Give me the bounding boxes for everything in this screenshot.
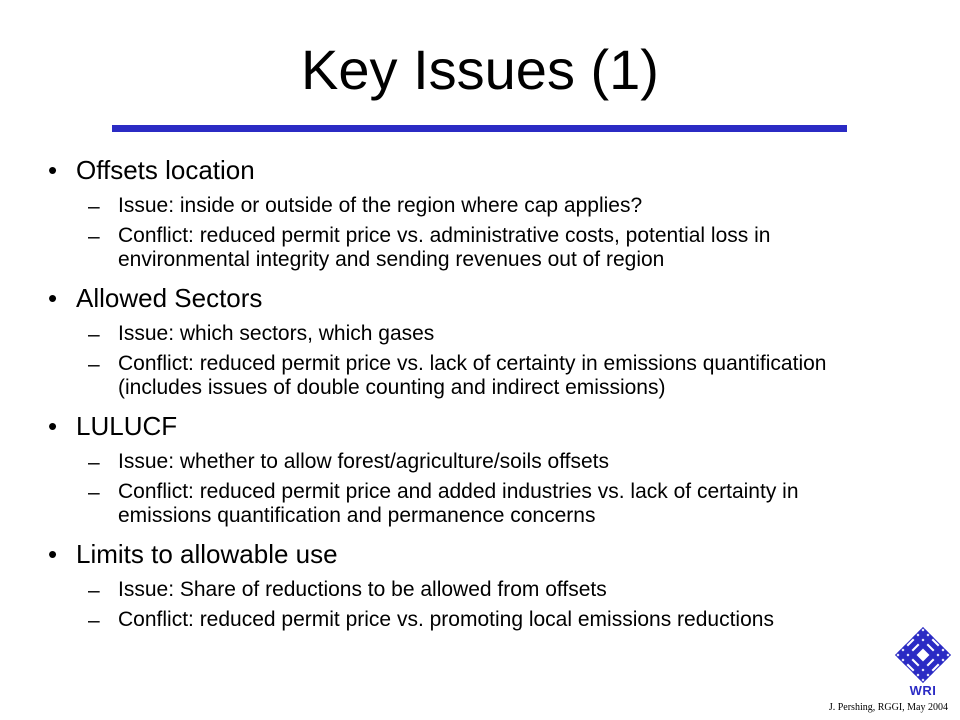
sub-item	[48, 450, 888, 474]
title-underline	[112, 125, 847, 132]
sub-item-text: Conflict: reduced permit price and added industries vs. lack of certainty in emissions quantification and permanence concerns	[118, 480, 799, 527]
bullet-dot: •	[48, 283, 58, 313]
bullet-list	[48, 152, 888, 632]
sub-dash: –	[88, 225, 100, 248]
sub-item	[48, 578, 888, 602]
sub-item-text: Issue: which sectors, which gases	[118, 322, 435, 345]
sub-item	[48, 608, 888, 632]
bullet-heading: Limits to allowable use	[76, 539, 338, 569]
sub-dash: –	[88, 451, 100, 474]
sub-dash: –	[88, 323, 100, 346]
wri-lattice-icon	[894, 626, 952, 684]
sub-item-text: Issue: Share of reductions to be allowed from offsets	[118, 578, 607, 601]
sub-item-text: Issue: inside or outside of the region where cap applies?	[118, 194, 643, 217]
bullet-dot: •	[48, 411, 58, 441]
sub-dash: –	[88, 481, 100, 504]
sub-dash: –	[88, 353, 100, 376]
slide-title: Key Issues (1)	[301, 38, 659, 101]
sub-dash: –	[88, 609, 100, 632]
sub-dash: –	[88, 195, 100, 218]
credit-line: J. Pershing, RGGI, May 2004	[828, 702, 948, 713]
sub-item-text: Conflict: reduced permit price vs. promoting local emissions reductions	[118, 608, 774, 631]
sub-item	[48, 480, 888, 528]
sub-item	[48, 352, 888, 400]
bullet-dot: •	[48, 155, 58, 185]
logo-label: WRI	[909, 683, 937, 698]
sub-item	[48, 194, 888, 218]
wri-logo	[894, 626, 952, 698]
bullet-section	[48, 536, 888, 572]
sub-dash: –	[88, 579, 100, 602]
bullet-heading: LULUCF	[76, 411, 178, 441]
sub-item	[48, 322, 888, 346]
sub-item-text: Conflict: reduced permit price vs. administrative costs, potential loss in environmental integrity and sending revenues out of region	[118, 224, 771, 271]
sub-item	[48, 224, 888, 272]
bullet-section	[48, 408, 888, 444]
bullet-section	[48, 280, 888, 316]
sub-item-text: Issue: whether to allow forest/agriculture/soils offsets	[118, 450, 610, 473]
bullet-section	[48, 152, 888, 188]
sub-item-text: Conflict: reduced permit price vs. lack of certainty in emissions quantification (includes issues of double counting and indirect emissions)	[118, 352, 827, 399]
bullet-heading: Offsets location	[76, 155, 255, 185]
bullet-heading: Allowed Sectors	[76, 283, 263, 313]
bullet-dot: •	[48, 539, 58, 569]
